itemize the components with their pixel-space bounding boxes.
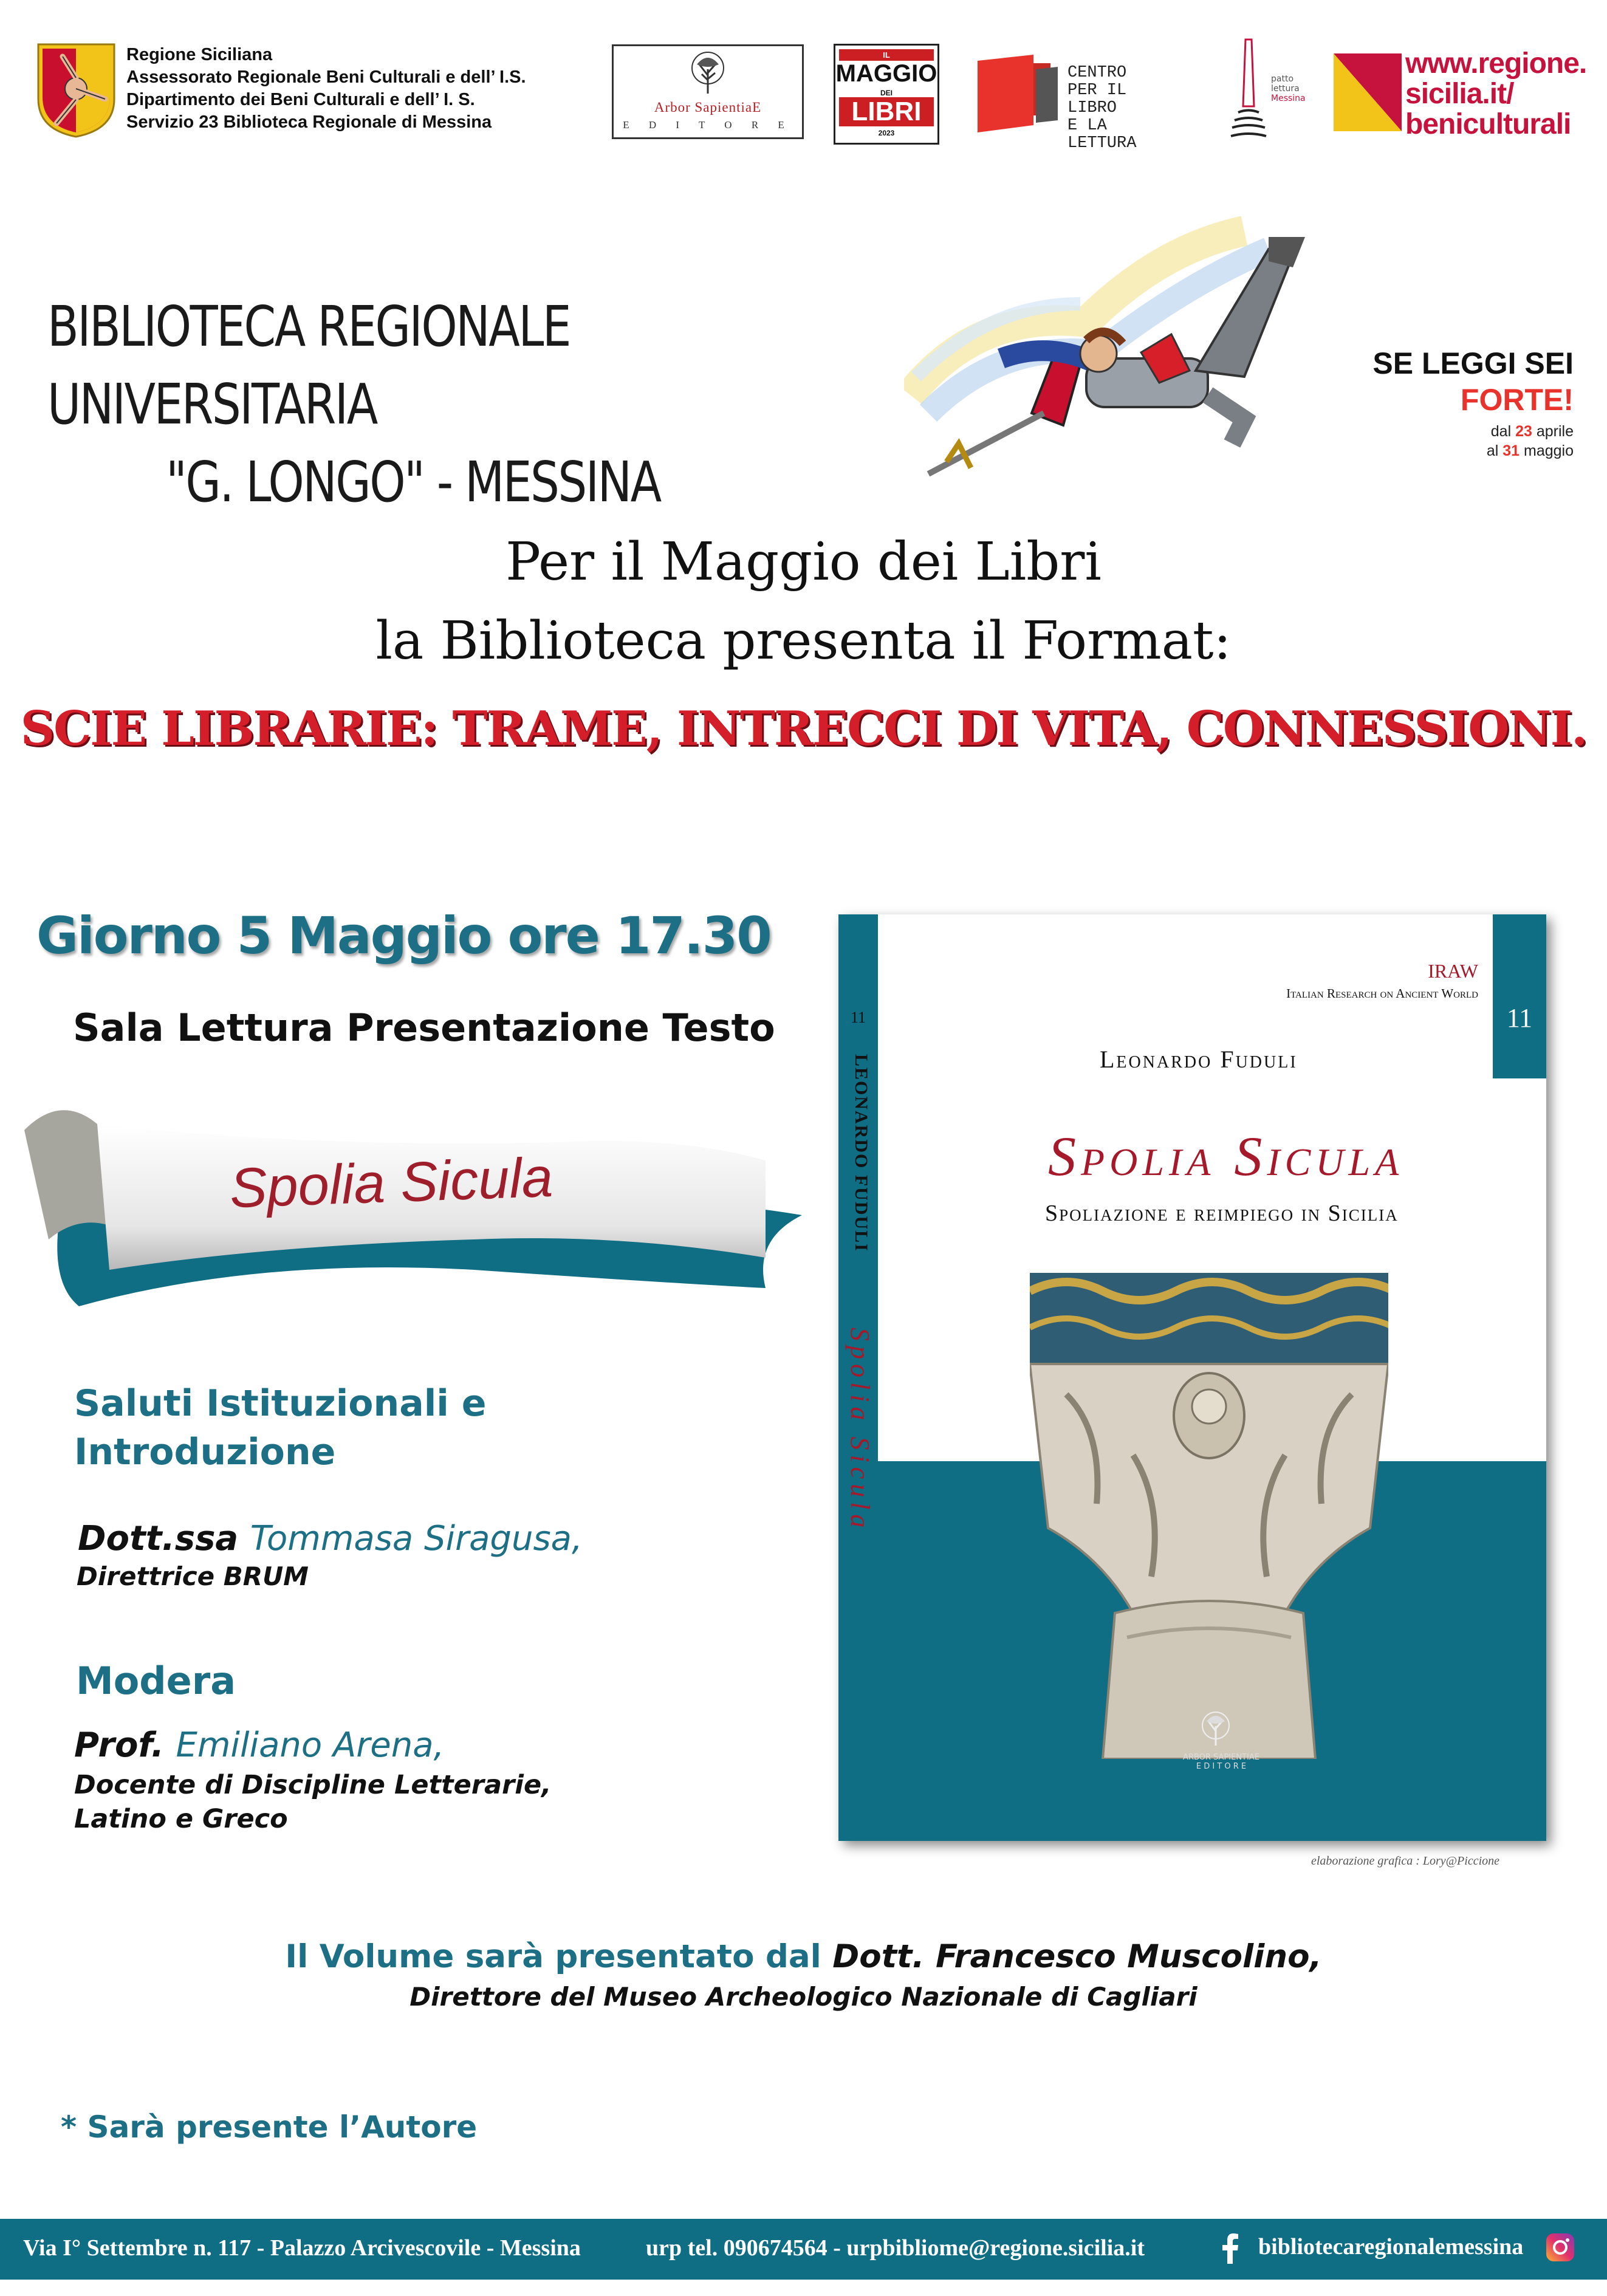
speaker-siragusa-role: Direttrice BRUM bbox=[77, 1561, 309, 1591]
slogan-dates-line-2: al 31 maggio bbox=[1486, 442, 1574, 459]
footer-address: Via I° Settembre n. 117 - Palazzo Arcivescovile - Messina bbox=[23, 2235, 581, 2261]
saluti-line-2: Introduzione bbox=[74, 1431, 336, 1473]
reading-knight-illustration bbox=[904, 213, 1341, 492]
centro-libro-logo bbox=[975, 49, 1176, 152]
speaker-siragusa-name: Tommasa Siragusa, bbox=[250, 1519, 583, 1558]
arbor-sub: E D I T O R E bbox=[623, 119, 793, 131]
book-title: Spolia Sicula bbox=[1048, 1125, 1404, 1187]
footer-social-handle[interactable]: bibliotecaregionalemessina bbox=[1258, 2234, 1524, 2260]
maggio-line1: MAGGIO bbox=[835, 60, 937, 87]
intro-line-1: Per il Maggio dei Libri bbox=[505, 532, 1102, 592]
spine-author: LEONARDO FUDULI bbox=[851, 1054, 871, 1252]
speaker-arena: Prof. Emiliano Arena, bbox=[74, 1725, 445, 1765]
regione-sicilia-logo bbox=[1334, 49, 1589, 140]
library-title-line-1: BIBLIOTECA REGIONALE UNIVERSITARIA bbox=[47, 294, 571, 437]
inst-line-1: Regione Siciliana bbox=[126, 45, 273, 64]
lighthouse-icon bbox=[1227, 36, 1270, 143]
region-triangle-icon bbox=[1334, 53, 1402, 131]
author-present-note: * Sarà presente l’Autore bbox=[61, 2109, 478, 2145]
format-title: SCIE LIBRARIE: TRAME, INTRECCI DI VITA, CONNESSIONI. bbox=[20, 701, 1587, 756]
series-full-name: Italian Research on Ancient World bbox=[1286, 986, 1478, 1001]
inst-line-4: Servizio 23 Biblioteca Regionale di Messina bbox=[126, 112, 492, 132]
speaker-arena-role-2: Latino e Greco bbox=[74, 1804, 288, 1834]
series-name: IRAW bbox=[1428, 960, 1478, 982]
maggio-line2: LIBRI bbox=[839, 97, 934, 126]
speaker-siragusa: Dott.ssa Tommasa Siragusa, bbox=[78, 1519, 583, 1558]
book-cover bbox=[838, 914, 1546, 1841]
inst-line-2: Assessorato Regionale Beni Culturali e dell’ I.S. bbox=[126, 67, 526, 87]
patto-lettura-logo bbox=[1227, 36, 1318, 143]
site-line-1: www.regione. bbox=[1405, 47, 1587, 80]
speaker-arena-name: Emiliano Arena, bbox=[176, 1725, 445, 1765]
book-spine bbox=[838, 914, 878, 1841]
book-front bbox=[878, 914, 1546, 1841]
facebook-icon[interactable] bbox=[1217, 2232, 1241, 2264]
book-stack-icon bbox=[975, 52, 1060, 137]
series-number-tag: 11 bbox=[1493, 914, 1546, 1078]
library-title-line-2: "G. LONGO" - MESSINA bbox=[166, 450, 660, 515]
site-line-2: sicilia.it/ bbox=[1405, 78, 1514, 110]
centro-line-3: E LA LETTURA bbox=[1067, 117, 1137, 152]
slogan-dates bbox=[1343, 422, 1574, 461]
patto-line-2: lettura bbox=[1271, 84, 1300, 94]
book-subtitle: Spoliazione e reimpiego in Sicilia bbox=[1045, 1201, 1399, 1226]
presenter-line: Il Volume sarà presentato dal Dott. Francesco Muscolino, bbox=[285, 1938, 1322, 1975]
spine-number: 11 bbox=[850, 1009, 866, 1026]
saluti-line-1: Saluti Istituzionali e bbox=[74, 1382, 487, 1425]
presenter-name: Dott. Francesco Muscolino, bbox=[832, 1938, 1322, 1975]
ribbon-title: Spolia Sicula bbox=[228, 1146, 554, 1220]
speaker-arena-role-1: Docente di Discipline Letterarie, bbox=[74, 1770, 552, 1800]
title-ribbon-banner bbox=[12, 1088, 802, 1349]
modera-heading: Modera bbox=[76, 1659, 236, 1703]
centro-line-2: PER IL LIBRO bbox=[1067, 81, 1127, 117]
cover-publisher-sub: E D I T O R E bbox=[1196, 1762, 1247, 1771]
slogan-line-2: FORTE! bbox=[1460, 383, 1574, 417]
intro-line-2: la Biblioteca presenta il Format: bbox=[375, 611, 1232, 671]
patto-line-1: patto bbox=[1271, 74, 1294, 84]
event-place: Sala Lettura Presentazione Testo bbox=[73, 1006, 775, 1050]
maggio-mid: DEI bbox=[880, 89, 893, 97]
saluti-heading bbox=[74, 1379, 621, 1476]
patto-line-3: Messina bbox=[1271, 94, 1306, 103]
site-line-3: beniculturali bbox=[1405, 108, 1571, 140]
arbor-sapientiae-logo bbox=[612, 44, 804, 139]
cover-publisher bbox=[1182, 1753, 1261, 1771]
slogan-block bbox=[1343, 345, 1574, 461]
centro-line-1: CENTRO bbox=[1067, 64, 1127, 82]
presenter-role: Direttore del Museo Archeologico Nazionale di Cagliari bbox=[409, 1982, 1198, 2012]
library-title bbox=[47, 288, 705, 521]
maggio-year: 2023 bbox=[878, 129, 895, 137]
corinthian-capital-image bbox=[1030, 1273, 1388, 1759]
maggio-dei-libri-logo bbox=[834, 44, 939, 145]
inst-line-3: Dipartimento dei Beni Culturali e dell’ I. S. bbox=[126, 90, 475, 109]
instagram-icon[interactable] bbox=[1545, 2232, 1575, 2263]
slogan-line-1: SE LEGGI SEI bbox=[1372, 346, 1574, 380]
footer-contacts[interactable]: urp tel. 090674564 - urpbibliome@regione.sicilia.it bbox=[646, 2235, 1145, 2261]
tree-icon bbox=[690, 51, 726, 95]
spine-title: Spolia Sicula bbox=[845, 1328, 875, 1533]
slogan-dates-line-1: dal 23 aprile bbox=[1490, 423, 1574, 440]
maggio-top: IL bbox=[839, 49, 934, 61]
graphic-credit: elaborazione grafica : Lory@Piccione bbox=[1311, 1854, 1500, 1868]
event-date: Giorno 5 Maggio ore 17.30 bbox=[36, 906, 771, 965]
arbor-name: Arbor SapientiaE bbox=[654, 100, 762, 115]
cover-publisher-name: ARBOR SAPIENTIAE bbox=[1183, 1753, 1259, 1762]
speaker-arena-role bbox=[74, 1768, 551, 1836]
publisher-tree-icon bbox=[1201, 1710, 1231, 1747]
book-author: Leonardo Fuduli bbox=[1100, 1046, 1298, 1073]
sicily-crest-icon bbox=[35, 41, 117, 139]
institution-header bbox=[35, 41, 643, 145]
